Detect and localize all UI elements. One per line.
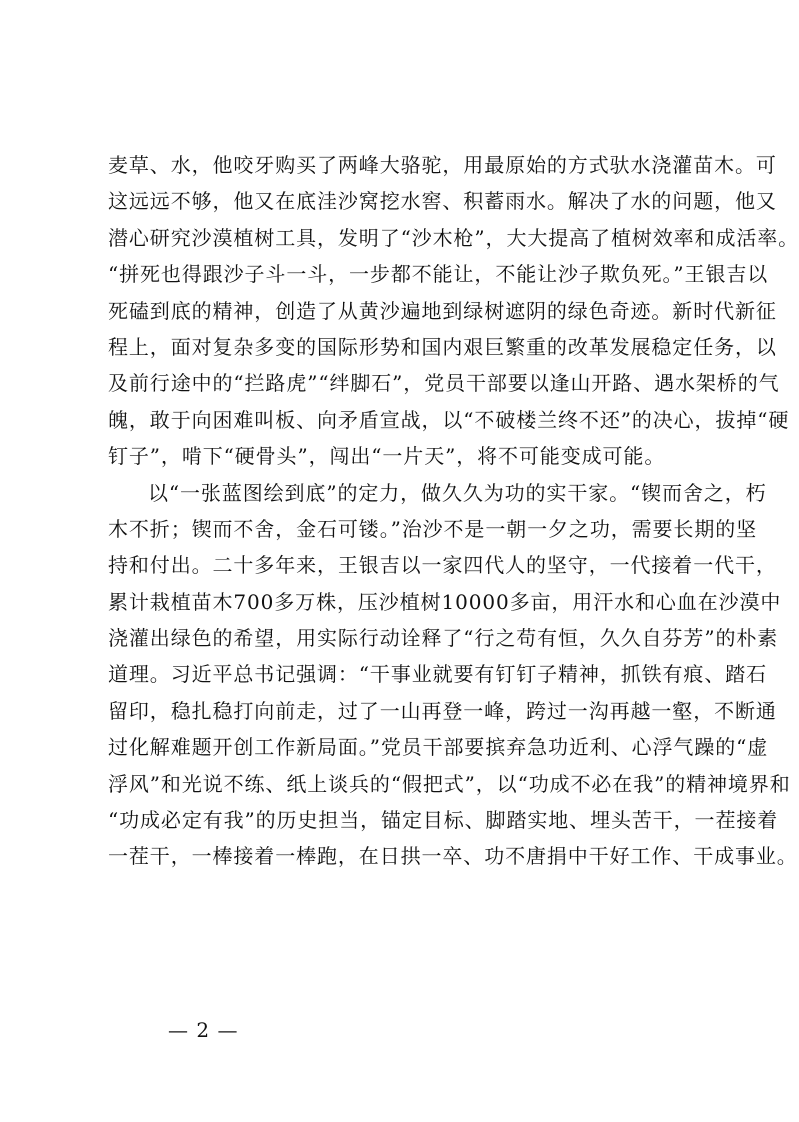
text-line: 及前行途中的“拦路虎”“绊脚石”，党员干部要以逢山开路、遇水架桥的气 xyxy=(108,371,780,396)
text-line: 程上，面对复杂多变的国际形势和国内艰巨繁重的改革发展稳定任务，以 xyxy=(108,334,777,359)
text-line: 累计栽植苗木700多万株，压沙植树10000多亩，用汗水和心血在沙漠中 xyxy=(108,589,782,614)
text-line: 死磕到底的精神，创造了从黄沙遍地到绿树遮阴的绿色奇迹。新时代新征 xyxy=(108,298,777,323)
body-text xyxy=(108,147,799,875)
text-line: 过化解难题开创工作新局面。”党员干部要摈弃急功近利、心浮气躁的“虚 xyxy=(108,735,769,760)
text-line: 魄，敢于向困难叫板、向矛盾宣战，以“不破楼兰终不还”的决心，拔掉“硬 xyxy=(108,407,790,432)
text-line: 持和付出。二十多年来，王银吉以一家四代人的坚守，一代接着一代干， xyxy=(108,553,777,578)
paragraph-1 xyxy=(108,147,799,475)
text-line: 一茬干，一棒接着一棒跑，在日拱一卒、功不唐捐中干好工作、干成事业。 xyxy=(108,844,798,869)
text-line: “功成必定有我”的历史担当，锚定目标、脚踏实地、埋头苦干，一茬接着 xyxy=(108,808,779,833)
text-line: 道理。习近平总书记强调：“干事业就要有钉钉子精神，抓铁有痕、踏石 xyxy=(108,662,768,687)
paragraph-2 xyxy=(108,475,798,875)
text-line: 钉子”，啃下“硬骨头”，闯出“一片天”，将不可能变成可能。 xyxy=(108,444,666,469)
text-line: 麦草、水，他咬牙购买了两峰大骆驼，用最原始的方式驮水浇灌苗木。可 xyxy=(108,153,777,177)
text-line: 以“一张蓝图绘到底”的定力，做久久为功的实干家。“锲而舍之，朽 xyxy=(148,480,767,505)
text-line: 潜心研究沙漠植树工具，发明了“沙木枪”，大大提高了植树效率和成活率。 xyxy=(108,225,799,250)
text-line: 浇灌出绿色的希望，用实际行动诠释了“行之苟有恒，久久自芬芳”的朴素 xyxy=(108,626,779,651)
text-line: 浮风”和光说不练、纸上谈兵的“假把式”，以“功成不必在我”的精神境界和 xyxy=(108,771,791,796)
text-line: 木不折；锲而不舍，金石可镂。”治沙不是一朝一夕之功，需要长期的坚 xyxy=(108,516,758,541)
page-number: — 2 — xyxy=(168,1018,239,1042)
text-line: “拼死也得跟沙子斗一斗，一步都不能让，不能让沙子欺负死。”王银吉以 xyxy=(108,262,769,287)
text-line: 这远远不够，他又在底洼沙窝挖水窖、积蓄雨水。解决了水的问题，他又 xyxy=(108,189,777,214)
text-line: 留印，稳扎稳打向前走，过了一山再登一峰，跨过一沟再越一壑，不断通 xyxy=(108,698,777,723)
